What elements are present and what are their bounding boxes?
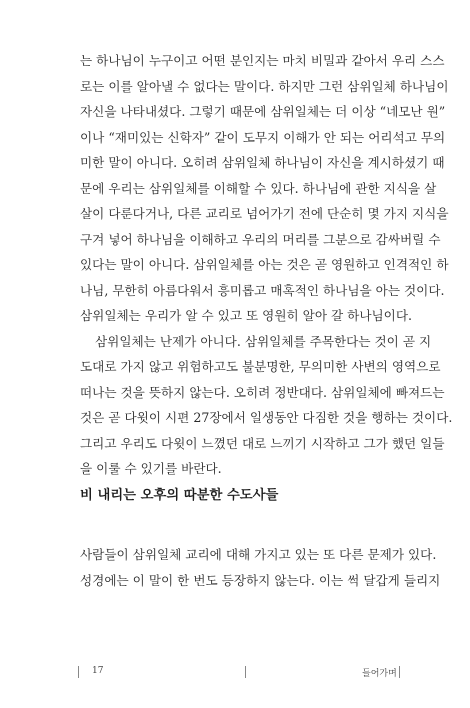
text-line: 자신을 나타내셨다. 그렇기 때문에 삼위일체는 더 이상 “네모난 원” (80, 104, 446, 119)
text-line: 문에 우리는 삼위일체를 이해할 수 있다. 하나님에 관한 지식을 살 (80, 180, 437, 196)
text-line: 는 하나님이 누구이고 어떤 분인지는 마치 비밀과 같아서 우리 스스 (80, 53, 445, 68)
text-line: 삼위일체는 난제가 아니다. 삼위일체를 주목한다는 것이 곧 지 (95, 333, 432, 349)
footer-divider (245, 666, 246, 678)
text-line: 로는 이를 알아낼 수 없다는 말이다. 하지만 그런 삼위일체 하나님이 (80, 78, 449, 94)
text-line: 사람들이 삼위일체 교리에 대해 가지고 있는 또 다른 문제가 있다. (80, 547, 437, 562)
page-footer (0, 662, 470, 682)
text-line: 을 이룰 수 있기를 바란다. (80, 461, 222, 476)
footer-divider (78, 666, 79, 678)
running-title: 들어가며 (362, 669, 397, 679)
text-line: 나님, 무한히 아름다워서 흥미롭고 매혹적인 하나님을 아는 것이다. (80, 282, 445, 298)
text-line: 도대로 가지 않고 위험하고도 불분명한, 무의미한 사변의 영역으로 (80, 359, 441, 374)
text-line: 것은 곧 다윗이 시편 27장에서 일생동안 다짐한 것을 행하는 것이다. (80, 410, 453, 425)
text-line: 삼위일체는 우리가 알 수 있고 또 영원히 알아 갈 하나님이다. (80, 308, 413, 323)
body-text-block (80, 542, 441, 593)
body-text-block (80, 48, 453, 482)
footer-divider (399, 666, 400, 678)
text-line: 살이 다룬다거나, 다른 교리로 넘어가기 전에 단순히 몇 가지 지식을 (80, 206, 449, 221)
page-number: 17 (92, 666, 104, 676)
text-line: 구겨 넣어 하나님을 이해하고 우리의 머리를 그분으로 감싸버릴 수 (80, 231, 441, 247)
text-line: 이나 “재미있는 신학자” 같이 도무지 이해가 안 되는 어리석고 무의 (80, 129, 446, 145)
text-line: 미한 말이 아니다. 오히려 삼위일체 하나님이 자신을 계시하셨기 때 (80, 155, 445, 170)
text-line: 있다는 말이 아니다. 삼위일체를 아는 것은 곧 영원하고 인격적인 하 (80, 257, 449, 272)
text-line: 그리고 우리도 다윗이 느꼈던 대로 느끼기 시작하고 그가 했던 일들 (80, 435, 445, 451)
section-heading: 비 내리는 오후의 따분한 수도사들 (80, 488, 279, 503)
text-line: 떠나는 것을 뜻하지 않는다. 오히려 정반대다. 삼위일체에 빠져드는 (80, 384, 445, 400)
text-line: 성경에는 이 말이 한 번도 등장하지 않는다. 이는 썩 달갑게 들리지 (80, 572, 441, 588)
